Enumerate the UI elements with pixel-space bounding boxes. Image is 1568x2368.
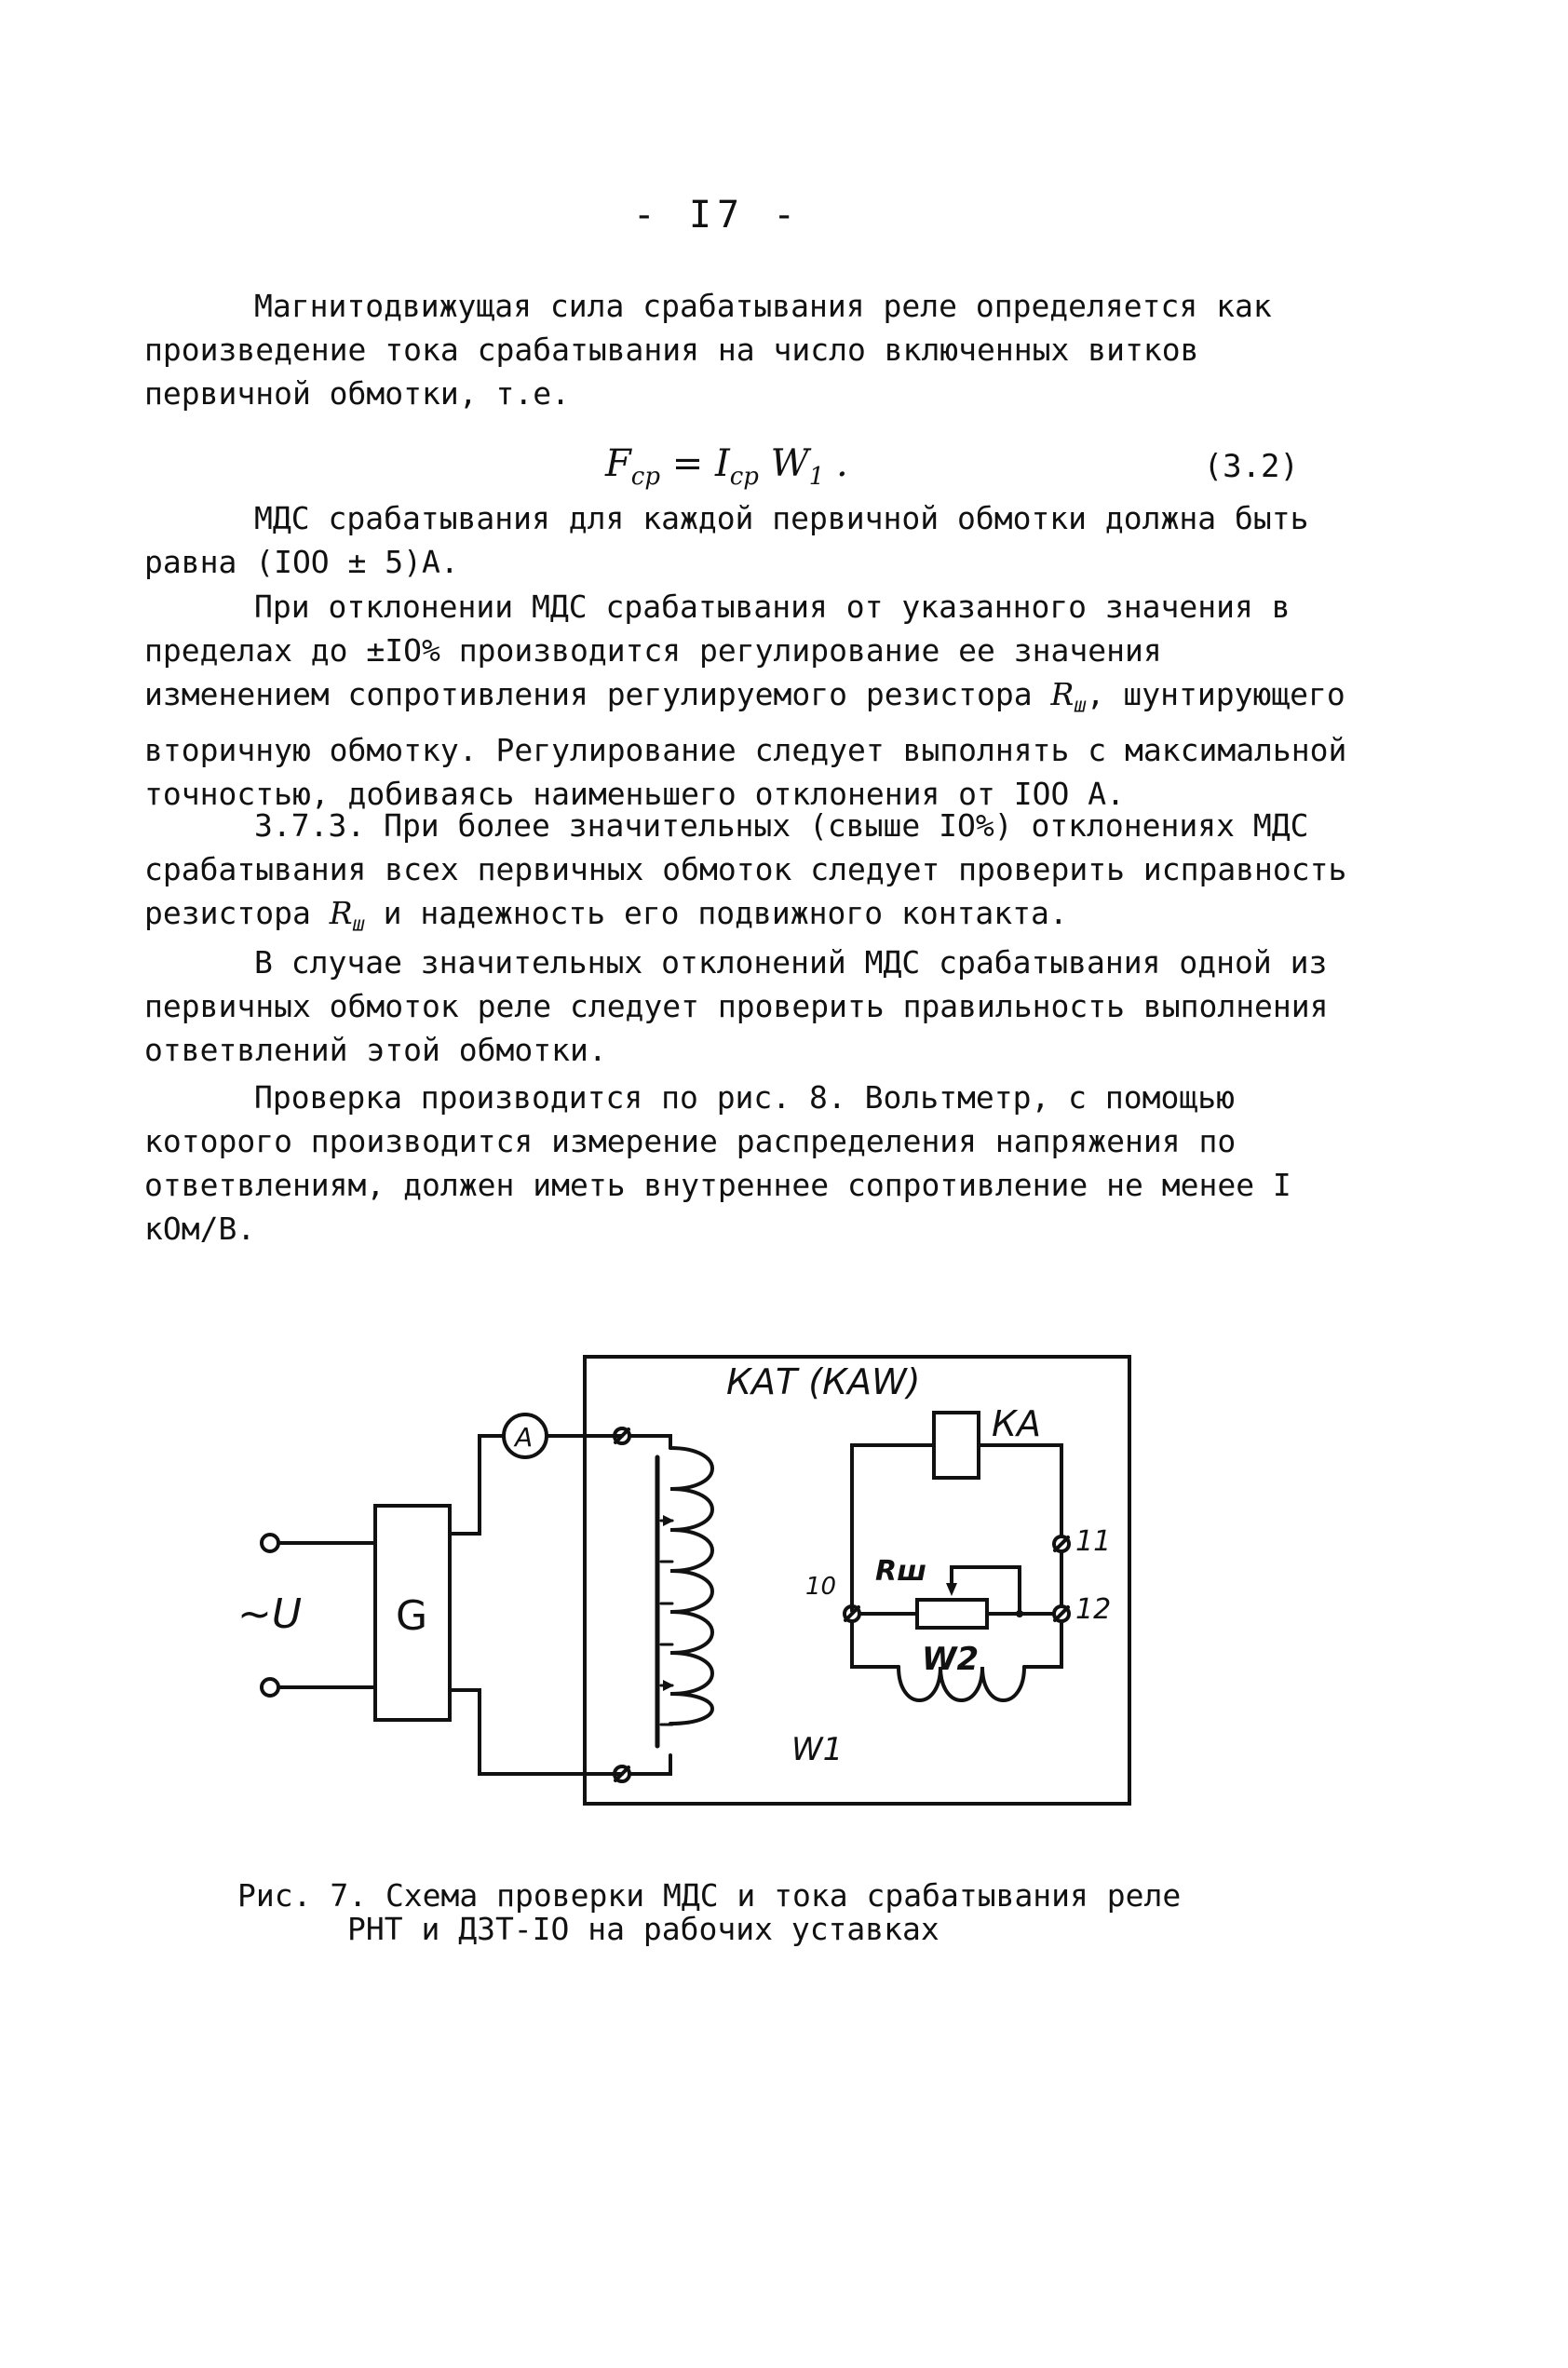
resistor-symbol-sub: ш <box>1074 694 1087 718</box>
formula-current: I <box>714 442 730 485</box>
formula-current-sub: ср <box>729 463 759 491</box>
label-kat: КАТ (КАW) <box>726 1361 921 1402</box>
relay-housing <box>585 1357 1129 1804</box>
terminal-10-label: 10 <box>805 1573 837 1601</box>
paragraph-4-part-b: и надежность его подвижного контакта. <box>364 895 1068 931</box>
paragraph-5-text: В случае значительных отклонений МДС срабатывания одной из первичных обмоток реле следует проверить правильность выполнения ответвлений этой обмотки. <box>144 944 1329 1068</box>
resistor-symbol-2-sub: ш <box>352 913 365 937</box>
formula-eq: = <box>659 442 715 485</box>
figure-caption <box>237 1879 1262 1946</box>
formula-number: (3.2) <box>1203 448 1299 485</box>
resistor-symbol-2: R <box>329 895 353 931</box>
paragraph-3-part-a: При отклонении МДС срабатывания от указанного значения в пределах до ±IO% производится регулирование ее значения изменением сопротивления регулируемого резистора <box>144 589 1291 712</box>
generator-label: G <box>396 1592 428 1640</box>
label-w1: W1 <box>791 1731 844 1768</box>
paragraph-4-part-a: 3.7.3. При более значительных (свыше IO%) отклонениях МДС срабатывания всех первичных обмоток следует проверить исправность резистора <box>144 807 1347 931</box>
caption-line-1: Рис. 7. Схема проверки МДС и тока срабатывания реле <box>237 1877 1182 1914</box>
paragraph-3-part-b: , шунтирующего вторичную обмотку. Регулирование следует выполнять с максимальной точностью, добиваясь наименьшего отклонения от IOO А. <box>144 676 1347 812</box>
source-label: ~U <box>237 1590 303 1638</box>
paragraph-2-text: МДС срабатывания для каждой первичной обмотки должна быть равна (IOO ± 5)А. <box>144 500 1309 580</box>
page-number: - I7 - <box>632 194 802 237</box>
terminal-12-label: 12 <box>1075 1593 1112 1626</box>
terminal-11-label: 11 <box>1075 1525 1112 1558</box>
formula-tail: . <box>824 442 848 485</box>
relay-coil-ka <box>934 1413 979 1478</box>
formula-turns: W <box>758 442 809 485</box>
label-ka: КА <box>992 1403 1041 1444</box>
resistor-rsh <box>917 1600 987 1628</box>
formula-lhs: F <box>605 442 631 485</box>
caption-line-2: РНТ и ДЗТ-IO на рабочих уставках <box>347 1911 939 1947</box>
label-rsh: Rш <box>875 1555 926 1588</box>
paragraph-1-text: Магнитодвижущая сила срабатывания реле определяется как произведение тока срабатывания на число включенных витков первичной обмотки, т.е. <box>144 288 1272 412</box>
paragraph-6-text: Проверка производится по рис. 8. Вольтметр, с помощью которого производится измерение распределения напряжения по ответвлениям, должен иметь внутреннее сопротивление не менее I кОм/В. <box>144 1079 1291 1247</box>
source-terminal-top <box>262 1535 278 1551</box>
formula-lhs-sub: ср <box>630 463 660 491</box>
ammeter-label: А <box>515 1422 534 1453</box>
source-terminal-bottom <box>262 1679 278 1696</box>
primary-winding-w1 <box>670 1448 712 1724</box>
resistor-symbol: R <box>1050 676 1075 712</box>
formula-turns-sub: 1 <box>808 463 825 491</box>
label-w2: W2 <box>922 1641 980 1678</box>
